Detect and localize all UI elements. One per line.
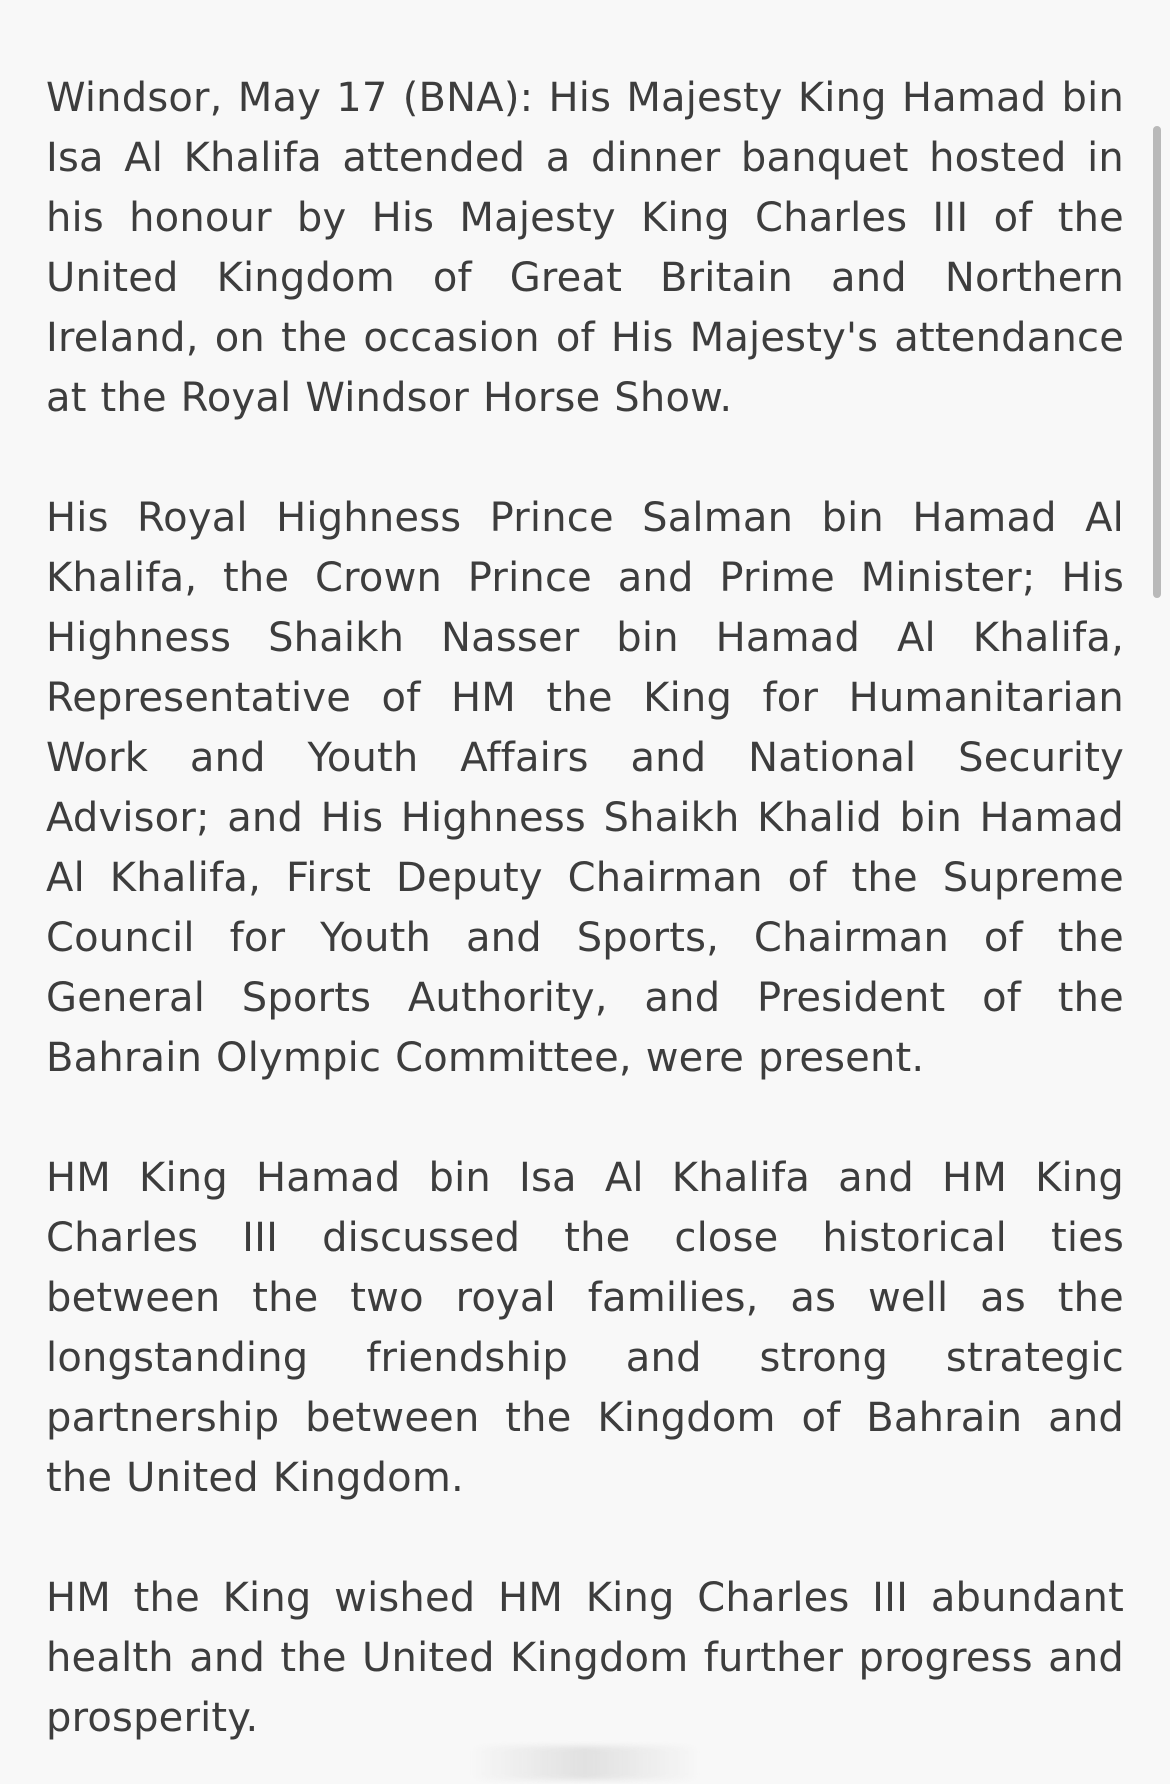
article-paragraph-4: HM the King wished HM King Charles III abundant health and the United Kingdom further progress and prosperity. — [46, 1575, 1124, 1741]
bottom-fade-overlay — [470, 1746, 700, 1780]
article-paragraph-2: His Royal Highness Prince Salman bin Hamad Al Khalifa, the Crown Prince and Prime Minister; His Highness Shaikh Nasser bin Hamad Al Khalifa, Representative of HM the King for Humanitarian Work and Youth Affairs and National Security Advisor; and His Highness Shaikh Khalid bin Hamad Al Khalifa, First Deputy Chairman of the Supreme Council for Youth and Sports, Chairman of the General Sports Authority, and President of the Bahrain Olympic Committee, were present. — [46, 495, 1124, 1081]
vertical-scrollbar[interactable] — [1153, 126, 1161, 598]
article-paragraph-1: Windsor, May 17 (BNA): His Majesty King Hamad bin Isa Al Khalifa attended a dinner banquet hosted in his honour by His Majesty King Charles III of the United Kingdom of Great Britain and Northern Ireland, on the occasion of His Majesty's attendance at the Royal Windsor Horse Show. — [46, 75, 1124, 421]
article-paragraph-3: HM King Hamad bin Isa Al Khalifa and HM King Charles III discussed the close historical ties between the two royal families, as well as the longstanding friendship and strong strategic partnership between the Kingdom of Bahrain and the United Kingdom. — [46, 1155, 1124, 1501]
article-body — [46, 68, 1124, 1748]
